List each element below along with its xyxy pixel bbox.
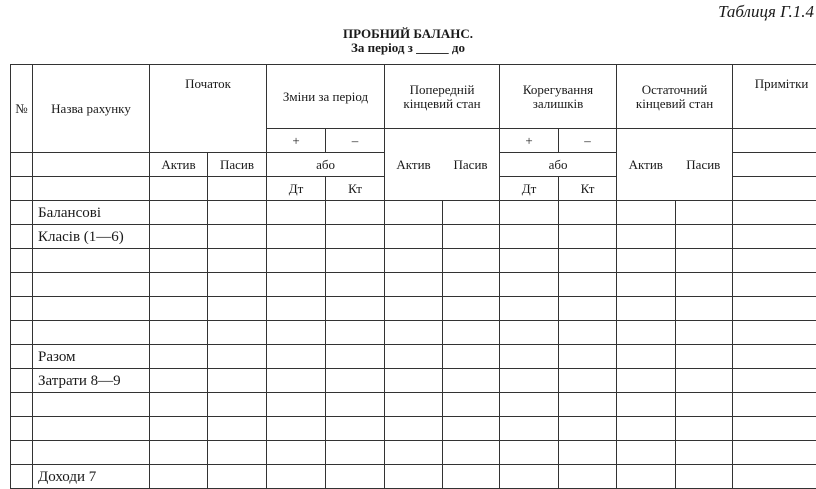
header-changes: Зміни за період [267, 65, 385, 129]
table-cell [733, 273, 816, 297]
table-cell [733, 345, 816, 369]
notes-sub-3 [733, 177, 816, 201]
table-cell [150, 249, 208, 273]
table-cell [617, 249, 676, 273]
table-cell [733, 441, 816, 465]
table-cell [443, 225, 500, 249]
account-name-cell [33, 321, 150, 345]
table-cell [267, 417, 326, 441]
header-row-1 [11, 65, 816, 129]
table-cell [208, 321, 267, 345]
table-cell [559, 417, 617, 441]
table-cell [617, 417, 676, 441]
notes-sub-1 [733, 129, 816, 153]
changes-kt: Кт [326, 177, 385, 201]
changes-or: або [267, 153, 385, 177]
header-prev-final: Попередній кінцевий стан [385, 65, 500, 129]
account-name-cell [33, 297, 150, 321]
table-cell [500, 345, 559, 369]
table-cell [733, 417, 816, 441]
table-cell [500, 297, 559, 321]
table-cell [150, 465, 208, 489]
table-cell [676, 393, 733, 417]
table-row [11, 369, 816, 393]
final-active-label: Актив [617, 158, 675, 172]
account-name-cell [33, 393, 150, 417]
table-cell [326, 393, 385, 417]
table-row [11, 441, 816, 465]
table-cell [326, 201, 385, 225]
table-row [11, 465, 816, 489]
table-cell [443, 417, 500, 441]
account-name-cell: Затрати 8—9 [33, 369, 150, 393]
table-cell [11, 393, 33, 417]
table-cell [617, 465, 676, 489]
table-cell [208, 465, 267, 489]
table-cell [385, 417, 443, 441]
table-cell [208, 249, 267, 273]
table-cell [11, 321, 33, 345]
notes-sub-2 [733, 153, 816, 177]
table-cell [676, 465, 733, 489]
table-cell [443, 273, 500, 297]
table-cell [267, 225, 326, 249]
changes-plus: + [267, 129, 326, 153]
table-cell [676, 273, 733, 297]
table-cell [617, 297, 676, 321]
table-cell [500, 393, 559, 417]
table-cell [443, 249, 500, 273]
table-cell [208, 201, 267, 225]
table-caption: Таблиця Г.1.4 [718, 2, 814, 22]
table-cell [443, 201, 500, 225]
table-cell [150, 393, 208, 417]
table-cell [150, 345, 208, 369]
table-cell [500, 273, 559, 297]
table-cell [500, 225, 559, 249]
prev-passive-label: Пасив [442, 158, 499, 172]
header-notes: Примітки [733, 65, 816, 129]
period-subtitle: За період з _____ до [0, 41, 816, 55]
table-cell [617, 321, 676, 345]
table-cell [150, 273, 208, 297]
document-title [0, 27, 816, 55]
table-cell [559, 465, 617, 489]
table-cell [326, 249, 385, 273]
num-sub-2 [11, 177, 33, 201]
table-cell [559, 393, 617, 417]
table-cell [326, 297, 385, 321]
table-cell [443, 465, 500, 489]
table-cell [500, 201, 559, 225]
table-cell [733, 321, 816, 345]
table-cell [733, 393, 816, 417]
table-cell [559, 297, 617, 321]
table-cell [208, 345, 267, 369]
table-cell [443, 321, 500, 345]
table-cell [385, 201, 443, 225]
table-row [11, 249, 816, 273]
table-cell [208, 417, 267, 441]
changes-minus: – [326, 129, 385, 153]
table-row [11, 297, 816, 321]
table-cell [559, 345, 617, 369]
table-cell [385, 345, 443, 369]
table-cell [326, 273, 385, 297]
table-cell [676, 441, 733, 465]
header-start: Початок [150, 65, 267, 153]
table-cell [559, 201, 617, 225]
account-name-cell: Разом [33, 345, 150, 369]
start-sub-b [208, 177, 267, 201]
adjust-minus: – [559, 129, 617, 153]
table-cell [676, 297, 733, 321]
table-cell [326, 441, 385, 465]
table-row [11, 201, 816, 225]
account-name-cell: Класів (1—6) [33, 225, 150, 249]
table-cell [385, 249, 443, 273]
table-cell [326, 369, 385, 393]
table-cell [326, 345, 385, 369]
table-row [11, 393, 816, 417]
account-name-cell [33, 249, 150, 273]
table-cell [267, 201, 326, 225]
table-cell [676, 345, 733, 369]
table-cell [326, 321, 385, 345]
table-cell [11, 273, 33, 297]
table-cell [11, 297, 33, 321]
table-cell [559, 273, 617, 297]
table-cell [733, 201, 816, 225]
table-cell [676, 321, 733, 345]
header-adjust: Корегування залишків [500, 65, 617, 129]
table-cell [208, 297, 267, 321]
table-cell [617, 441, 676, 465]
trial-balance-table [10, 64, 816, 489]
start-active: Актив [150, 153, 208, 177]
adjust-plus: + [500, 129, 559, 153]
changes-dt: Дт [267, 177, 326, 201]
account-name-cell: Балансові [33, 201, 150, 225]
table-cell [617, 273, 676, 297]
table-row [11, 417, 816, 441]
adjust-or: або [500, 153, 617, 177]
table-cell [385, 225, 443, 249]
table-cell [267, 441, 326, 465]
table-cell [11, 441, 33, 465]
final-passive-label: Пасив [675, 158, 733, 172]
table-cell [267, 345, 326, 369]
table-cell [267, 321, 326, 345]
table-cell [385, 321, 443, 345]
table-cell [500, 441, 559, 465]
table-cell [559, 249, 617, 273]
table-cell [150, 369, 208, 393]
table-cell [267, 297, 326, 321]
adjust-kt: Кт [559, 177, 617, 201]
table-cell [385, 393, 443, 417]
table-cell [267, 465, 326, 489]
table-cell [617, 369, 676, 393]
account-name-cell [33, 441, 150, 465]
header-final: Остаточний кінцевий стан [617, 65, 733, 129]
account-name-cell: Доходи 7 [33, 465, 150, 489]
table-row [11, 273, 816, 297]
table-cell [11, 225, 33, 249]
table-cell [326, 225, 385, 249]
start-sub-a [150, 177, 208, 201]
start-passive: Пасив [208, 153, 267, 177]
table-cell [150, 225, 208, 249]
table-cell [733, 225, 816, 249]
table-cell [443, 297, 500, 321]
table-cell [559, 225, 617, 249]
table-cell [733, 297, 816, 321]
table-cell [208, 273, 267, 297]
table-cell [559, 369, 617, 393]
table-cell [617, 225, 676, 249]
table-cell [617, 201, 676, 225]
table-cell [267, 273, 326, 297]
table-cell [267, 393, 326, 417]
table-cell [385, 273, 443, 297]
table-row [11, 345, 816, 369]
table-row [11, 225, 816, 249]
table-cell [617, 393, 676, 417]
table-cell [11, 201, 33, 225]
table-cell [150, 201, 208, 225]
name-sub-1 [33, 153, 150, 177]
table-cell [267, 249, 326, 273]
table-cell [676, 225, 733, 249]
table-cell [676, 201, 733, 225]
prev-active-label: Актив [385, 158, 442, 172]
table-cell [11, 369, 33, 393]
header-account-name: Назва рахунку [33, 65, 150, 153]
name-sub-2 [33, 177, 150, 201]
header-num: № [11, 65, 33, 153]
table-cell [11, 345, 33, 369]
table-cell [443, 393, 500, 417]
table-cell [559, 441, 617, 465]
account-name-cell [33, 417, 150, 441]
table-cell [11, 249, 33, 273]
table-cell [208, 225, 267, 249]
adjust-dt: Дт [500, 177, 559, 201]
table-cell [676, 369, 733, 393]
table-cell [208, 393, 267, 417]
table-cell [617, 345, 676, 369]
table-cell [150, 297, 208, 321]
table-cell [443, 441, 500, 465]
table-cell [11, 417, 33, 441]
table-cell [208, 441, 267, 465]
table-cell [733, 465, 816, 489]
table-cell [326, 417, 385, 441]
table-cell [150, 441, 208, 465]
table-cell [385, 465, 443, 489]
table-cell [500, 417, 559, 441]
table-cell [676, 417, 733, 441]
table-cell [733, 369, 816, 393]
table-cell [150, 321, 208, 345]
table-cell [733, 249, 816, 273]
table-cell [267, 369, 326, 393]
table-cell [500, 465, 559, 489]
table-cell [500, 249, 559, 273]
table-cell [676, 249, 733, 273]
table-cell [385, 369, 443, 393]
num-sub-1 [11, 153, 33, 177]
table-row [11, 321, 816, 345]
table-cell [150, 417, 208, 441]
table-cell [385, 441, 443, 465]
table-cell [559, 321, 617, 345]
final-active-passive [617, 129, 733, 201]
table-cell [443, 345, 500, 369]
table-cell [385, 297, 443, 321]
table-cell [500, 369, 559, 393]
title-text: ПРОБНИЙ БАЛАНС. [0, 27, 816, 41]
table-cell [208, 369, 267, 393]
account-name-cell [33, 273, 150, 297]
prev-active-passive [385, 129, 500, 201]
table-cell [326, 465, 385, 489]
table-cell [500, 321, 559, 345]
table-cell [443, 369, 500, 393]
table-cell [11, 465, 33, 489]
